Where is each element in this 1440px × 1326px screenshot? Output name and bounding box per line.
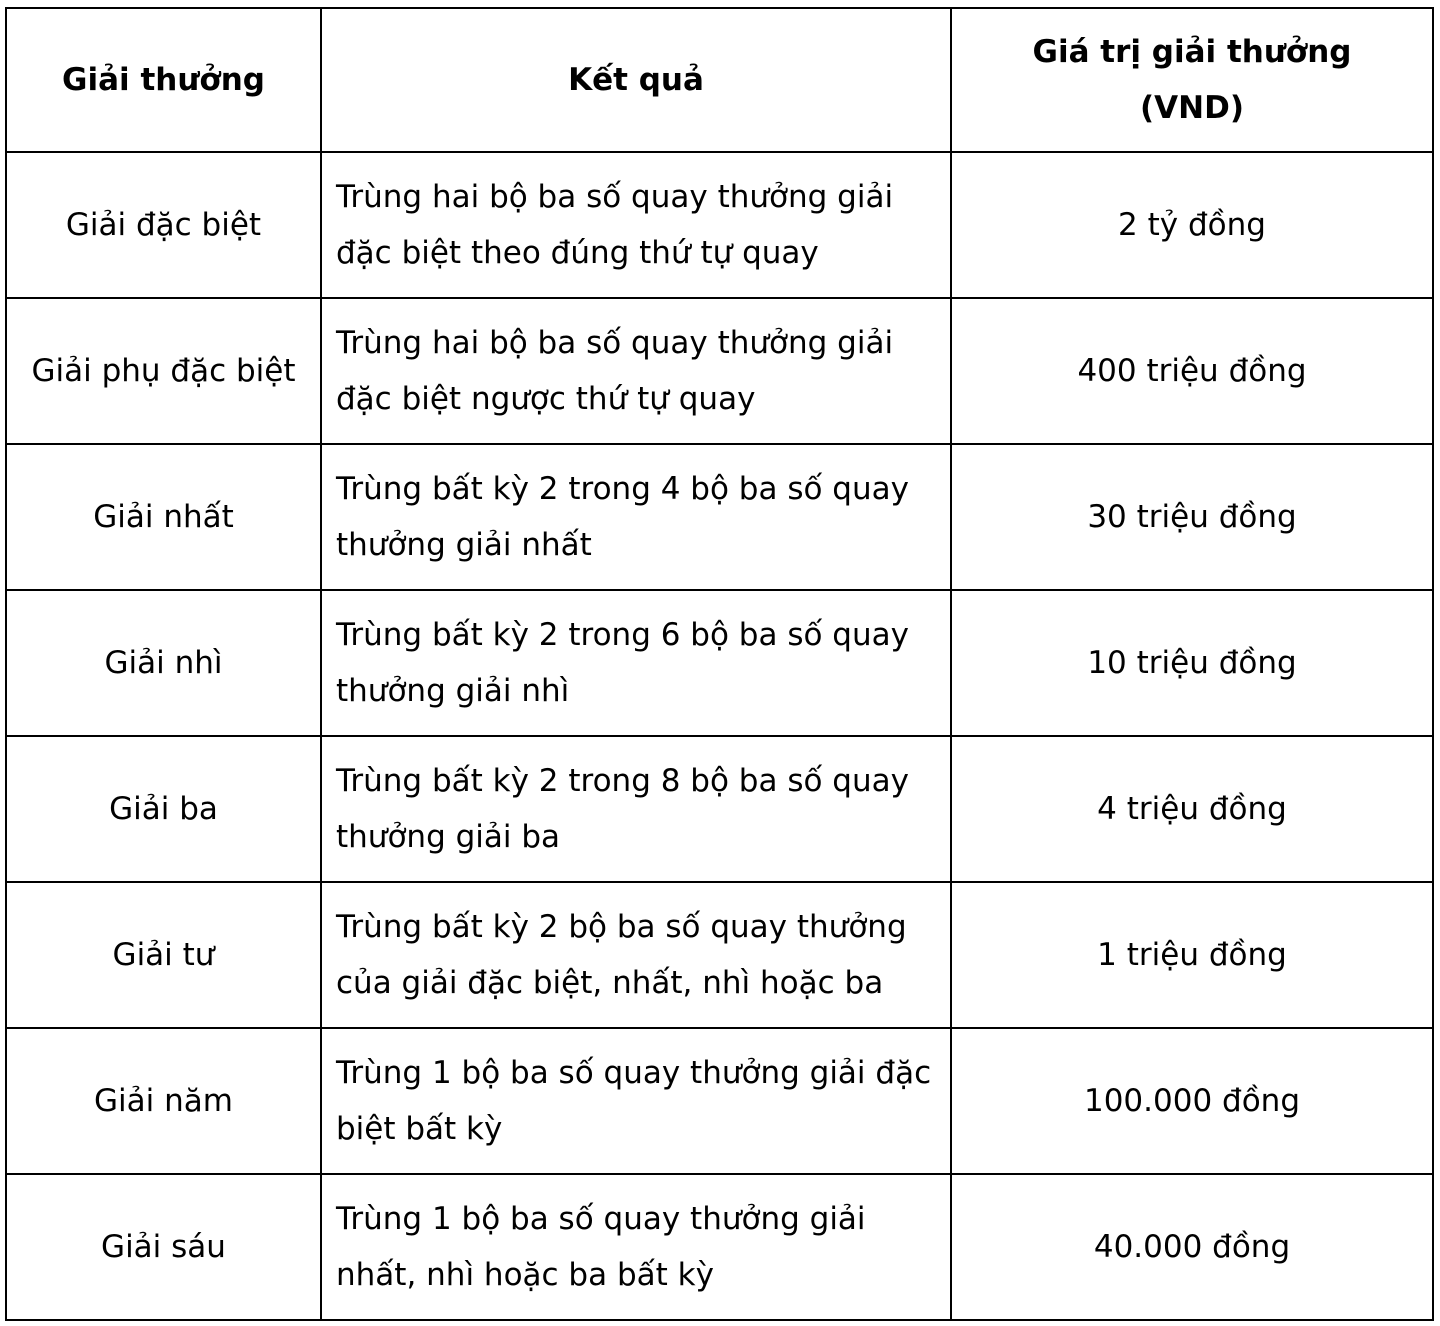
prize-value: 40.000 đồng bbox=[951, 1174, 1433, 1320]
prize-name: Giải sáu bbox=[6, 1174, 321, 1320]
prize-value: 10 triệu đồng bbox=[951, 590, 1433, 736]
table-header-row bbox=[6, 8, 1433, 152]
prize-result: Trùng bất kỳ 2 bộ ba số quay thưởng của giải đặc biệt, nhất, nhì hoặc ba bbox=[321, 882, 951, 1028]
table-row bbox=[6, 1028, 1433, 1174]
header-value-line2: (VND) bbox=[1139, 90, 1244, 126]
prize-table bbox=[5, 7, 1434, 1321]
table-row bbox=[6, 152, 1433, 298]
prize-name: Giải tư bbox=[6, 882, 321, 1028]
prize-value: 4 triệu đồng bbox=[951, 736, 1433, 882]
prize-result: Trùng hai bộ ba số quay thưởng giải đặc biệt ngược thứ tự quay bbox=[321, 298, 951, 444]
table-row bbox=[6, 590, 1433, 736]
header-value bbox=[951, 8, 1433, 152]
prize-result: Trùng hai bộ ba số quay thưởng giải đặc biệt theo đúng thứ tự quay bbox=[321, 152, 951, 298]
table-row bbox=[6, 882, 1433, 1028]
prize-name: Giải năm bbox=[6, 1028, 321, 1174]
prize-value: 1 triệu đồng bbox=[951, 882, 1433, 1028]
prize-result: Trùng bất kỳ 2 trong 6 bộ ba số quay thưởng giải nhì bbox=[321, 590, 951, 736]
prize-value: 2 tỷ đồng bbox=[951, 152, 1433, 298]
table-row bbox=[6, 1174, 1433, 1320]
header-value-line1: Giá trị giải thưởng bbox=[1032, 34, 1352, 70]
prize-name: Giải đặc biệt bbox=[6, 152, 321, 298]
prize-value: 400 triệu đồng bbox=[951, 298, 1433, 444]
prize-result: Trùng bất kỳ 2 trong 4 bộ ba số quay thưởng giải nhất bbox=[321, 444, 951, 590]
prize-value: 30 triệu đồng bbox=[951, 444, 1433, 590]
table-row bbox=[6, 298, 1433, 444]
prize-result: Trùng 1 bộ ba số quay thưởng giải đặc biệt bất kỳ bbox=[321, 1028, 951, 1174]
header-result: Kết quả bbox=[321, 8, 951, 152]
prize-name: Giải ba bbox=[6, 736, 321, 882]
table-row bbox=[6, 444, 1433, 590]
prize-name: Giải nhì bbox=[6, 590, 321, 736]
prize-name: Giải nhất bbox=[6, 444, 321, 590]
prize-result: Trùng bất kỳ 2 trong 8 bộ ba số quay thưởng giải ba bbox=[321, 736, 951, 882]
prize-result: Trùng 1 bộ ba số quay thưởng giải nhất, nhì hoặc ba bất kỳ bbox=[321, 1174, 951, 1320]
table-row bbox=[6, 736, 1433, 882]
prize-name: Giải phụ đặc biệt bbox=[6, 298, 321, 444]
header-prize: Giải thưởng bbox=[6, 8, 321, 152]
prize-value: 100.000 đồng bbox=[951, 1028, 1433, 1174]
